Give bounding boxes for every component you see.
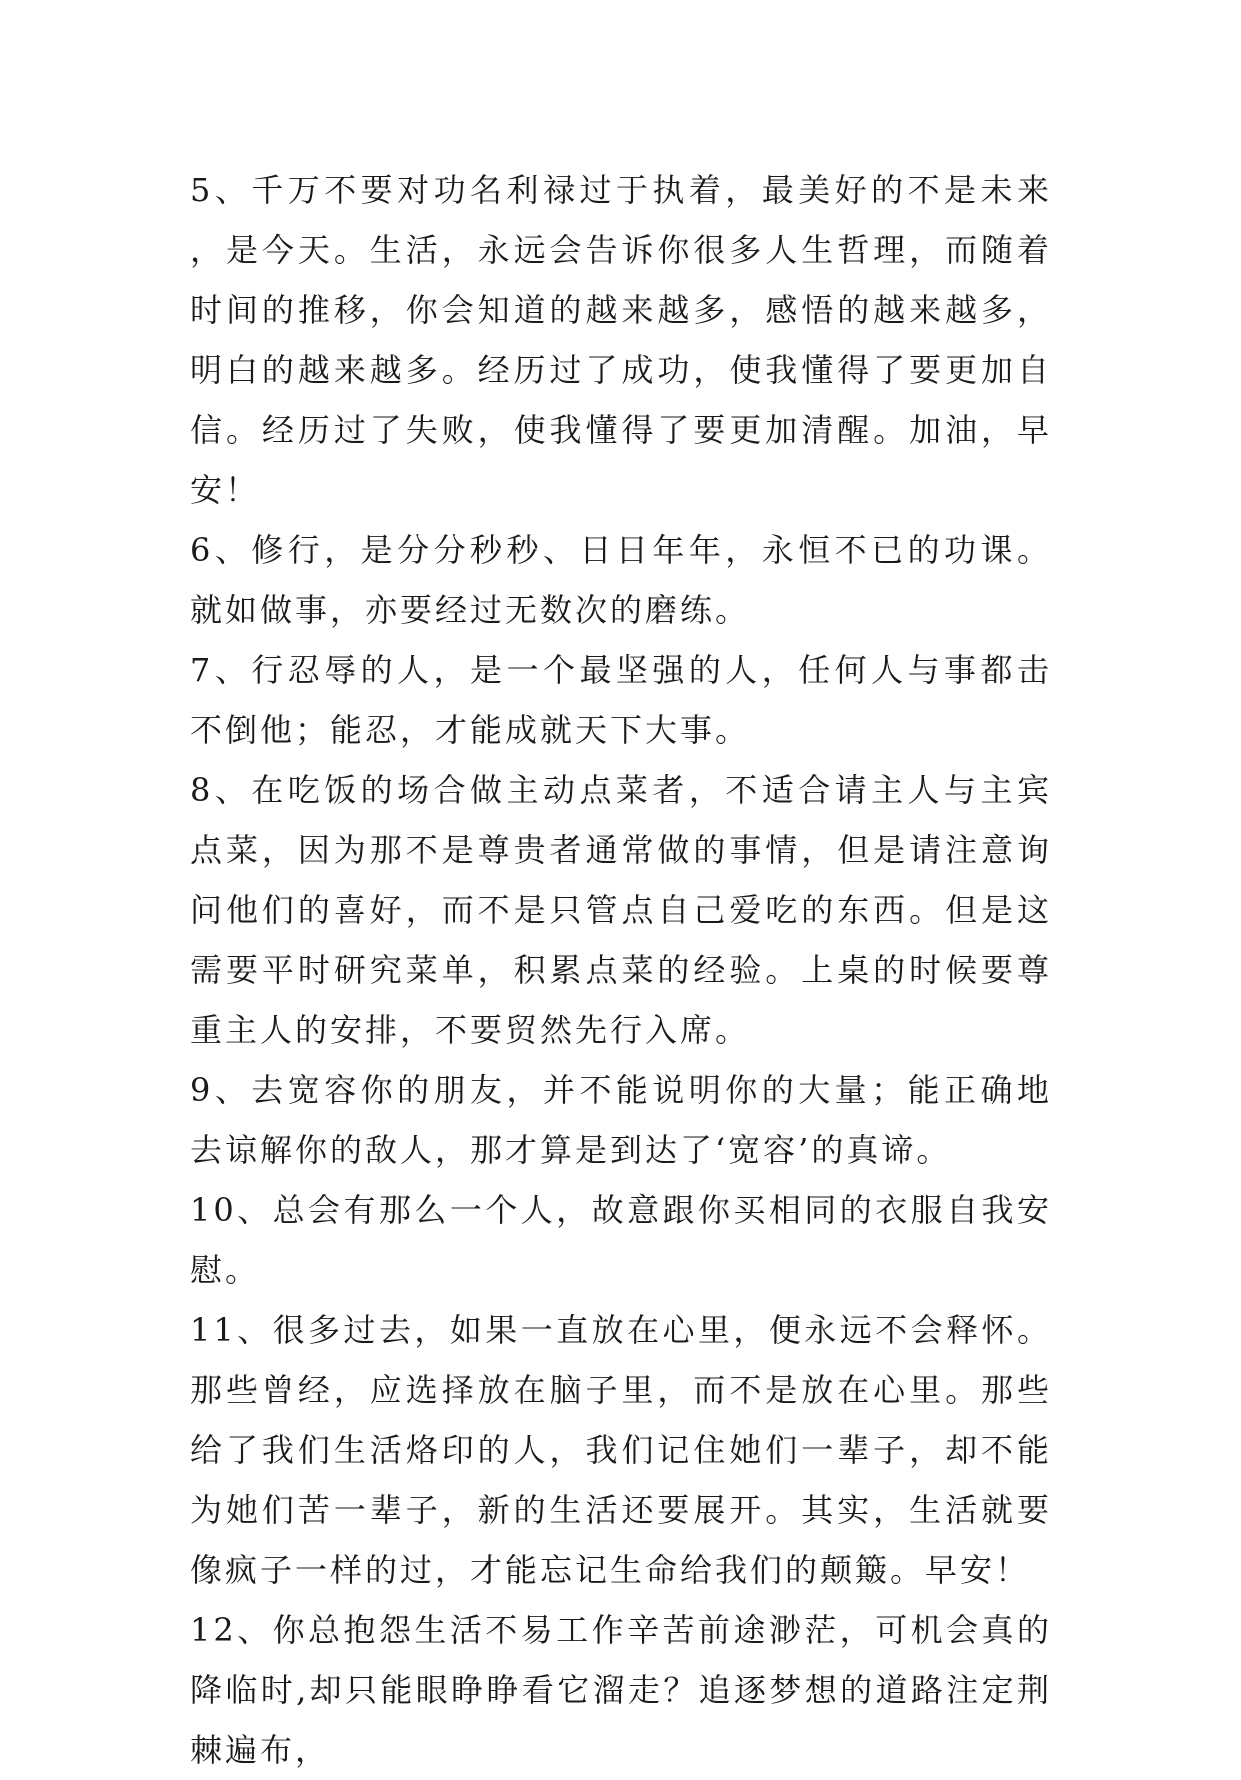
paragraph-5: 5、千万不要对功名利禄过于执着，最美好的不是未来，是今天。生活，永远会告诉你很多人生哲理，而随着时间的推移，你会知道的越来越多，感悟的越来越多，明白的越来越多。经历过了成功，使我懂得了要更加自信。经历过了失败，使我懂得了要更加清醒。加油，早安！ <box>190 171 1052 509</box>
paragraph-12: 12、你总抱怨生活不易工作辛苦前途渺茫，可机会真的降临时,却只能眼睁睁看它溜走？追逐梦想的道路注定荆棘遍布， <box>190 1611 1052 1769</box>
document-body <box>190 160 1052 1780</box>
paragraph-6: 6、修行，是分分秒秒、日日年年，永恒不已的功课。就如做事，亦要经过无数次的磨练。 <box>190 531 1052 629</box>
paragraph-11: 11、很多过去，如果一直放在心里，便永远不会释怀。那些曾经，应选择放在脑子里，而不是放在心里。那些给了我们生活烙印的人，我们记住她们一辈子，却不能为她们苦一辈子，新的生活还要展开。其实，生活就要像疯子一样的过，才能忘记生命给我们的颠簸。早安！ <box>190 1311 1052 1589</box>
paragraph-8: 8、在吃饭的场合做主动点菜者，不适合请主人与主宾点菜，因为那不是尊贵者通常做的事情，但是请注意询问他们的喜好，而不是只管点自己爱吃的东西。但是这需要平时研究菜单，积累点菜的经验。上桌的时候要尊重主人的安排，不要贸然先行入席。 <box>190 771 1052 1049</box>
paragraph-9: 9、去宽容你的朋友，并不能说明你的大量；能正确地去谅解你的敌人，那才算是到达了‘宽容’的真谛。 <box>190 1071 1052 1169</box>
paragraph-7: 7、行忍辱的人，是一个最坚强的人，任何人与事都击不倒他；能忍，才能成就天下大事。 <box>190 651 1052 749</box>
paragraph-10: 10、总会有那么一个人，故意跟你买相同的衣服自我安慰。 <box>190 1191 1052 1289</box>
